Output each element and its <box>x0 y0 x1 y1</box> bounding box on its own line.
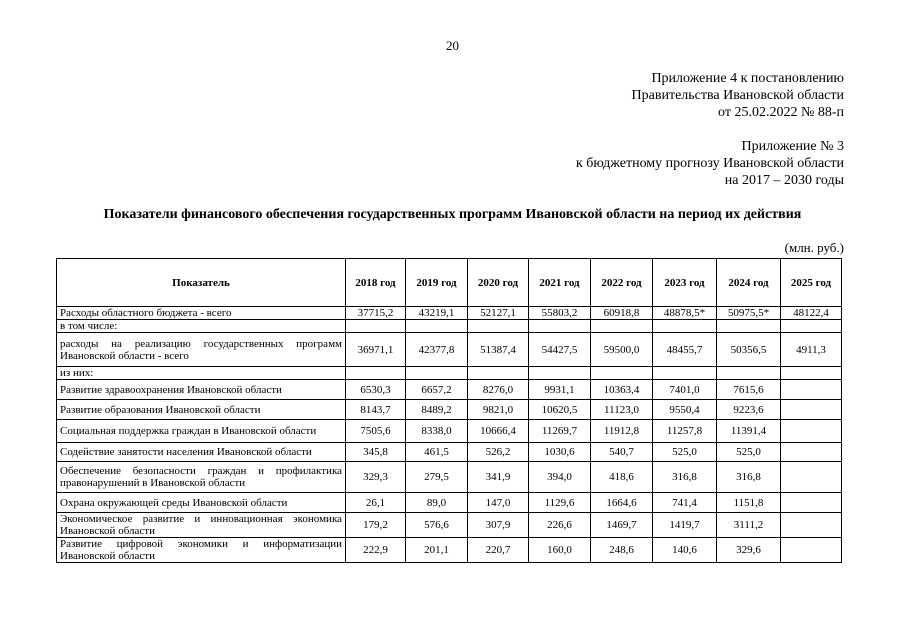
value-cell: 48878,5* <box>653 307 717 320</box>
value-cell: 11257,8 <box>653 420 717 443</box>
value-cell: 222,9 <box>346 538 406 563</box>
column-header: 2020 год <box>468 259 529 307</box>
value-cell <box>529 367 591 380</box>
value-cell: 1030,6 <box>529 443 591 462</box>
column-header: 2019 год <box>406 259 468 307</box>
value-cell: 55803,2 <box>529 307 591 320</box>
value-cell: 461,5 <box>406 443 468 462</box>
value-cell: 43219,1 <box>406 307 468 320</box>
value-cell: 179,2 <box>346 513 406 538</box>
row-label-cell: Экономическое развитие и инновационная экономика Ивановской области <box>57 513 346 538</box>
value-cell <box>717 320 781 333</box>
column-header: Показатель <box>57 259 346 307</box>
value-cell: 3111,2 <box>717 513 781 538</box>
value-cell: 59500,0 <box>591 333 653 367</box>
row-label-cell: расходы на реализацию государственных программ Ивановской области - всего <box>57 333 346 367</box>
column-header: 2025 год <box>781 259 842 307</box>
table-row <box>57 513 842 538</box>
financing-table <box>56 258 842 563</box>
table-row <box>57 462 842 493</box>
value-cell: 50356,5 <box>717 333 781 367</box>
value-cell: 37715,2 <box>346 307 406 320</box>
value-cell: 329,3 <box>346 462 406 493</box>
value-cell: 1664,6 <box>591 493 653 513</box>
value-cell <box>781 538 842 563</box>
table-header-row <box>57 259 842 307</box>
value-cell: 9550,4 <box>653 400 717 420</box>
value-cell <box>781 400 842 420</box>
value-cell: 147,0 <box>468 493 529 513</box>
value-cell <box>653 320 717 333</box>
value-cell: 226,6 <box>529 513 591 538</box>
appendix-header-1 <box>632 70 844 121</box>
appendix-header-2-line: к бюджетному прогнозу Ивановской области <box>575 156 844 171</box>
value-cell: 248,6 <box>591 538 653 563</box>
table-row <box>57 380 842 400</box>
value-cell <box>591 320 653 333</box>
unit-label: (млн. руб.) <box>784 240 844 255</box>
row-label-cell: Социальная поддержка граждан в Ивановской области <box>57 420 346 443</box>
value-cell: 525,0 <box>717 443 781 462</box>
value-cell: 1419,7 <box>653 513 717 538</box>
row-label-cell: Охрана окружающей среды Ивановской области <box>57 493 346 513</box>
value-cell <box>591 367 653 380</box>
value-cell: 9821,0 <box>468 400 529 420</box>
value-cell: 10363,4 <box>591 380 653 400</box>
table-body <box>57 307 842 563</box>
value-cell: 50975,5* <box>717 307 781 320</box>
row-label-cell: Развитие образования Ивановской области <box>57 400 346 420</box>
value-cell: 316,8 <box>717 462 781 493</box>
value-cell: 201,1 <box>406 538 468 563</box>
value-cell: 329,6 <box>717 538 781 563</box>
column-header: 2024 год <box>717 259 781 307</box>
value-cell <box>781 367 842 380</box>
value-cell: 8338,0 <box>406 420 468 443</box>
value-cell: 341,9 <box>468 462 529 493</box>
row-label-cell: в том числе: <box>57 320 346 333</box>
value-cell: 48122,4 <box>781 307 842 320</box>
value-cell: 4911,3 <box>781 333 842 367</box>
value-cell <box>653 367 717 380</box>
value-cell: 540,7 <box>591 443 653 462</box>
row-label-cell: Развитие здравоохранения Ивановской области <box>57 380 346 400</box>
value-cell: 8143,7 <box>346 400 406 420</box>
row-label-cell: Расходы областного бюджета - всего <box>57 307 346 320</box>
value-cell: 7401,0 <box>653 380 717 400</box>
table-row <box>57 443 842 462</box>
value-cell <box>781 380 842 400</box>
column-header: 2018 год <box>346 259 406 307</box>
value-cell: 316,8 <box>653 462 717 493</box>
value-cell: 279,5 <box>406 462 468 493</box>
table-row <box>57 420 842 443</box>
value-cell <box>406 320 468 333</box>
value-cell: 7505,6 <box>346 420 406 443</box>
value-cell: 6657,2 <box>406 380 468 400</box>
value-cell: 220,7 <box>468 538 529 563</box>
value-cell: 11391,4 <box>717 420 781 443</box>
value-cell <box>346 320 406 333</box>
value-cell: 10666,4 <box>468 420 529 443</box>
table-row <box>57 538 842 563</box>
value-cell: 526,2 <box>468 443 529 462</box>
page-number: 20 <box>446 38 459 53</box>
value-cell: 52127,1 <box>468 307 529 320</box>
value-cell: 8489,2 <box>406 400 468 420</box>
value-cell: 1129,6 <box>529 493 591 513</box>
table-row <box>57 367 842 380</box>
value-cell: 345,8 <box>346 443 406 462</box>
value-cell: 1469,7 <box>591 513 653 538</box>
value-cell: 51387,4 <box>468 333 529 367</box>
appendix-header-1-line: Правительства Ивановской области <box>631 88 844 103</box>
column-header: 2021 год <box>529 259 591 307</box>
value-cell: 160,0 <box>529 538 591 563</box>
value-cell <box>529 320 591 333</box>
value-cell: 394,0 <box>529 462 591 493</box>
appendix-header-2-line: Приложение № 3 <box>741 139 844 154</box>
table-row <box>57 493 842 513</box>
value-cell: 525,0 <box>653 443 717 462</box>
value-cell: 42377,8 <box>406 333 468 367</box>
value-cell <box>781 443 842 462</box>
table-row <box>57 333 842 367</box>
value-cell <box>468 367 529 380</box>
appendix-header-2-line: на 2017 – 2030 годы <box>724 173 844 188</box>
appendix-header-1-line: Приложение 4 к постановлению <box>651 71 844 86</box>
value-cell: 11912,8 <box>591 420 653 443</box>
value-cell: 418,6 <box>591 462 653 493</box>
value-cell: 8276,0 <box>468 380 529 400</box>
value-cell <box>468 320 529 333</box>
value-cell: 10620,5 <box>529 400 591 420</box>
document-title: Показатели финансового обеспечения государственных программ Ивановской области на период их действия <box>103 207 802 222</box>
value-cell: 89,0 <box>406 493 468 513</box>
value-cell <box>781 420 842 443</box>
value-cell: 6530,3 <box>346 380 406 400</box>
value-cell: 9223,6 <box>717 400 781 420</box>
value-cell: 7615,6 <box>717 380 781 400</box>
table-row <box>57 307 842 320</box>
value-cell: 307,9 <box>468 513 529 538</box>
value-cell <box>781 513 842 538</box>
value-cell <box>717 367 781 380</box>
appendix-header-1-line: от 25.02.2022 № 88-п <box>718 105 844 120</box>
value-cell: 26,1 <box>346 493 406 513</box>
column-header: 2023 год <box>653 259 717 307</box>
value-cell: 54427,5 <box>529 333 591 367</box>
value-cell <box>406 367 468 380</box>
appendix-header-2 <box>576 138 844 189</box>
value-cell <box>781 493 842 513</box>
value-cell: 60918,8 <box>591 307 653 320</box>
value-cell: 36971,1 <box>346 333 406 367</box>
row-label-cell: Содействие занятости населения Ивановской области <box>57 443 346 462</box>
value-cell <box>346 367 406 380</box>
value-cell: 9931,1 <box>529 380 591 400</box>
value-cell: 741,4 <box>653 493 717 513</box>
value-cell: 1151,8 <box>717 493 781 513</box>
row-label-cell: Обеспечение безопасности граждан и профилактика правонарушений в Ивановской области <box>57 462 346 493</box>
value-cell: 48455,7 <box>653 333 717 367</box>
table-row <box>57 400 842 420</box>
row-label-cell: Развитие цифровой экономики и информатизации Ивановской области <box>57 538 346 563</box>
value-cell: 11269,7 <box>529 420 591 443</box>
value-cell: 576,6 <box>406 513 468 538</box>
value-cell <box>781 462 842 493</box>
row-label-cell: из них: <box>57 367 346 380</box>
table-row <box>57 320 842 333</box>
value-cell: 140,6 <box>653 538 717 563</box>
value-cell <box>781 320 842 333</box>
value-cell: 11123,0 <box>591 400 653 420</box>
column-header: 2022 год <box>591 259 653 307</box>
